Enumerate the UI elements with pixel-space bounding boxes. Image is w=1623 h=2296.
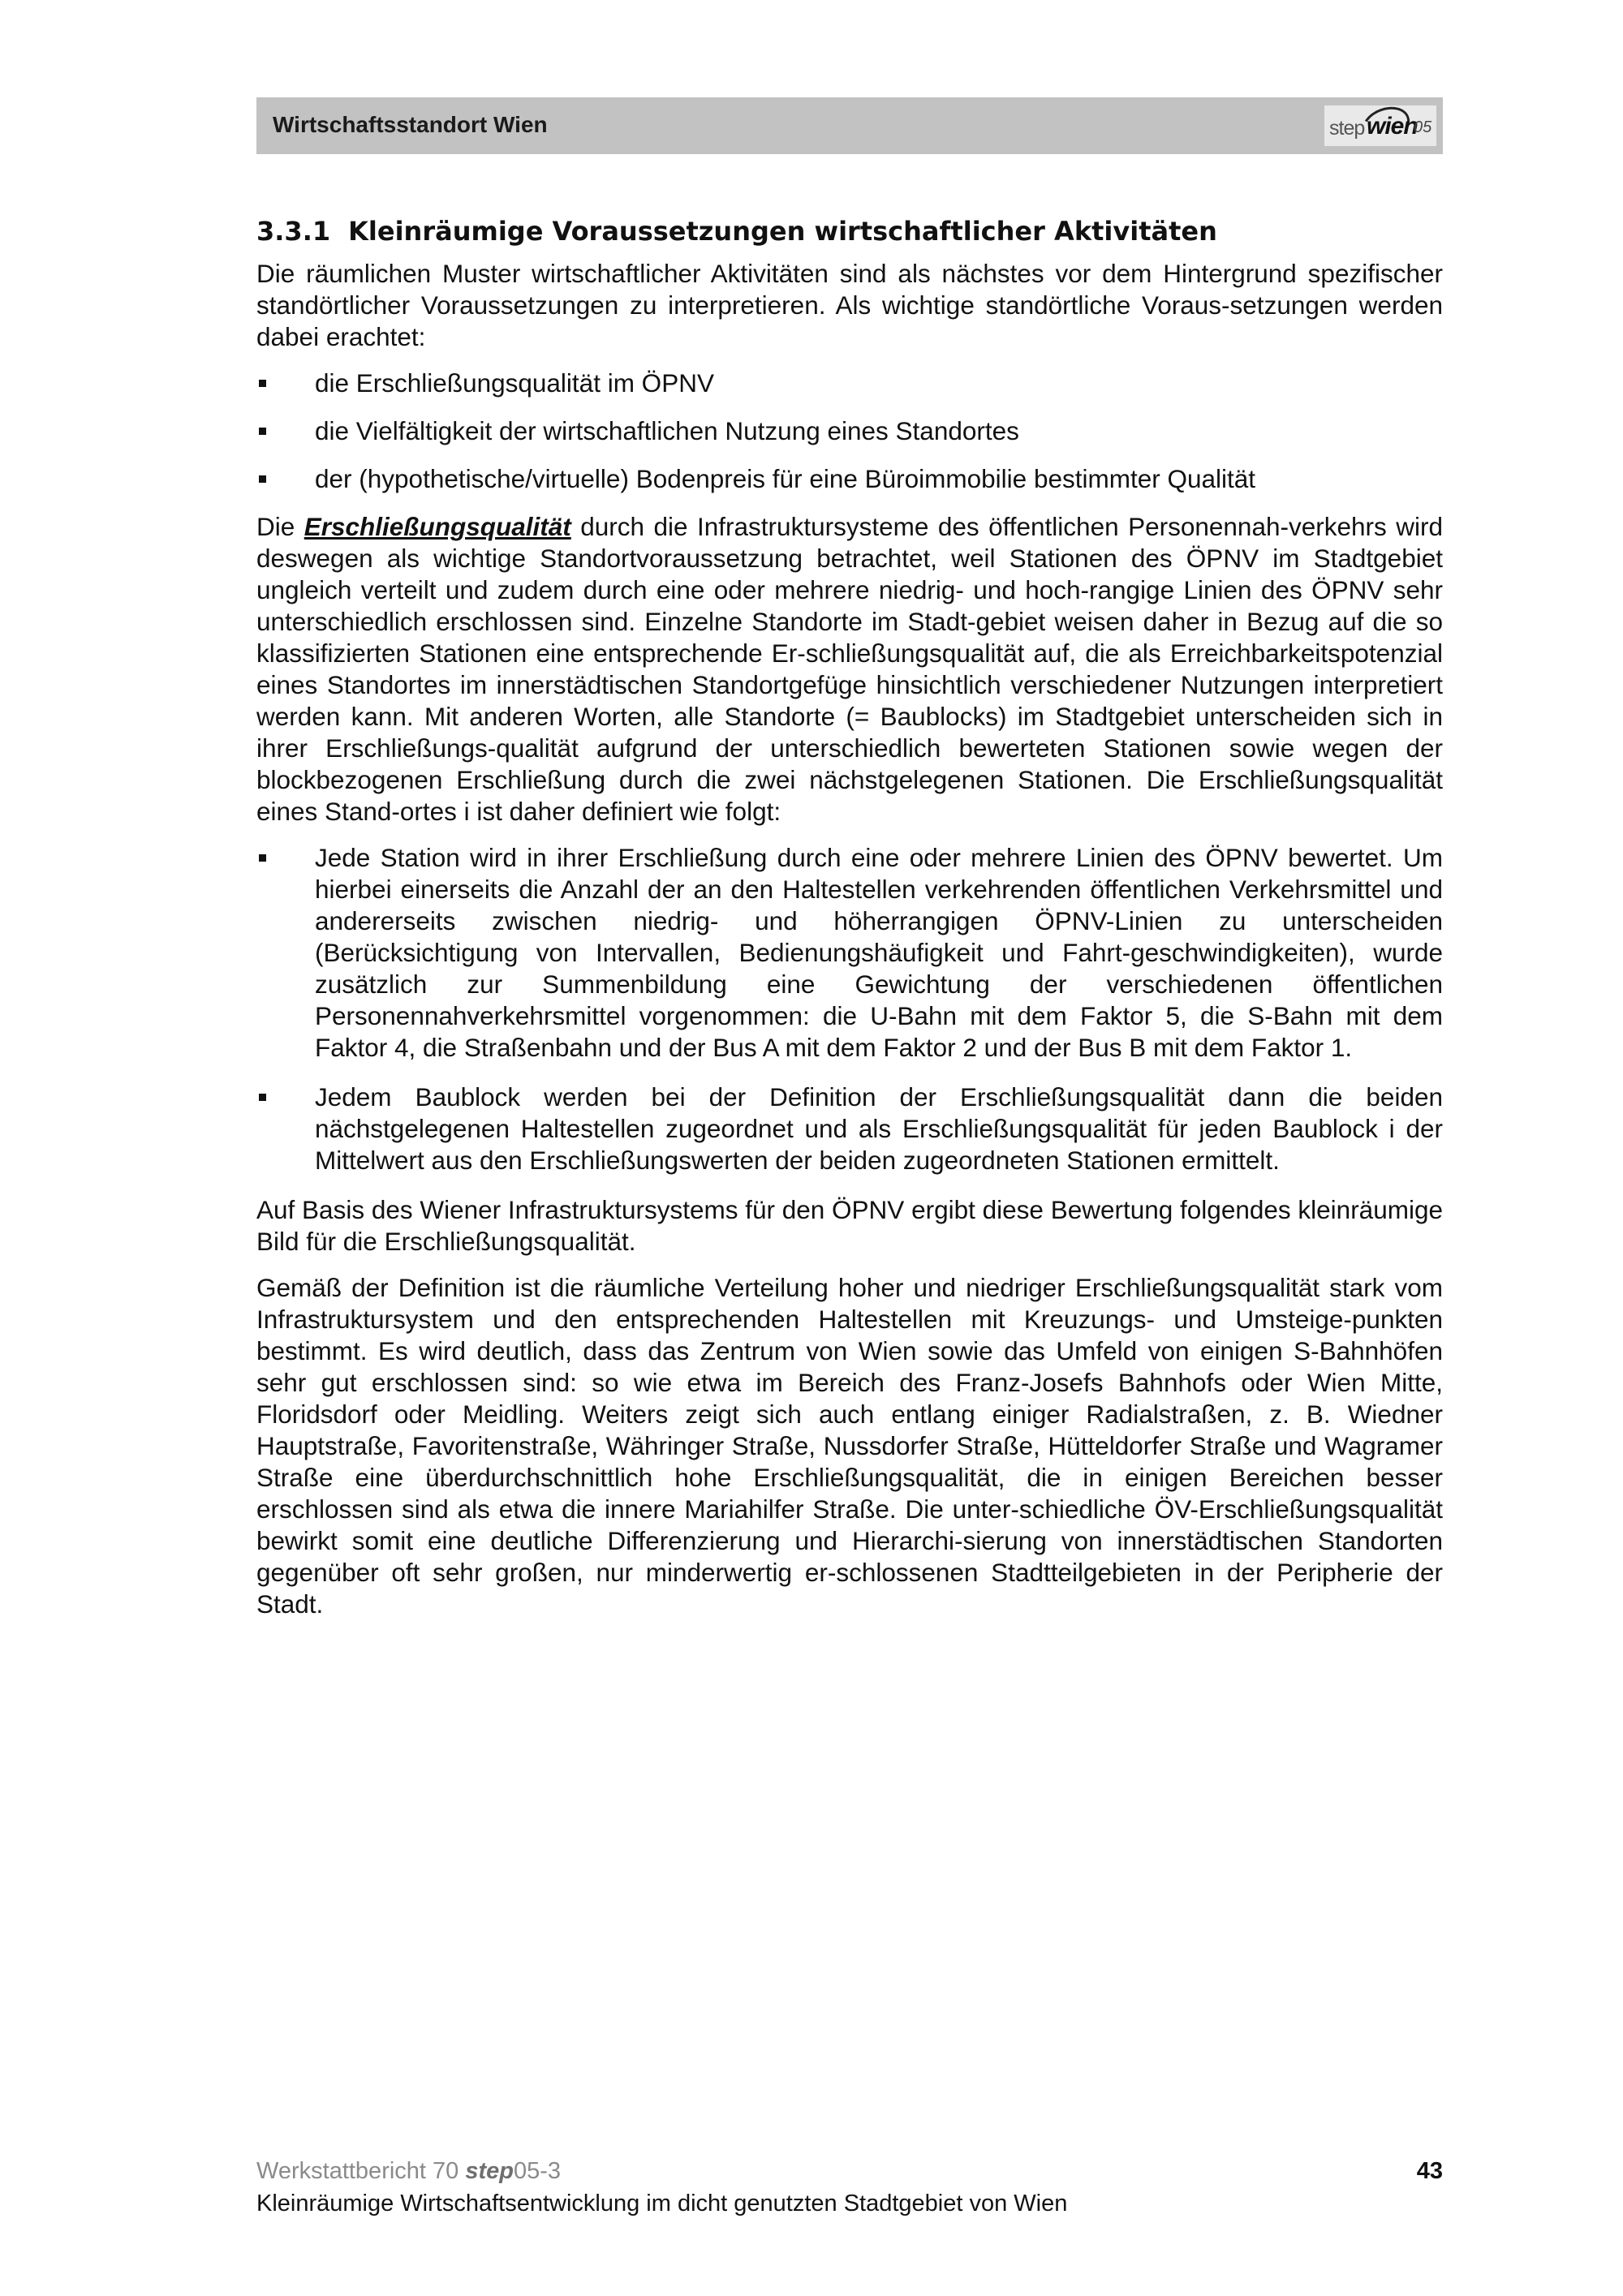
footer-report-step: step xyxy=(465,2158,514,2184)
step-wien-logo xyxy=(1324,105,1436,146)
list-item xyxy=(256,368,1443,399)
definition-list xyxy=(256,842,1443,1176)
bewertung-paragraph: Auf Basis des Wiener Infrastruktursystems für den ÖPNV ergibt diese Bewertung folgendes kleinräumige Bild für die Erschließungsqualität. xyxy=(256,1195,1443,1256)
section-heading xyxy=(256,213,1443,250)
page-number: 43 xyxy=(1416,2158,1443,2184)
bullet-square-icon xyxy=(259,1094,266,1101)
footer-report-suffix: 05-3 xyxy=(514,2158,562,2184)
footer-subtitle: Kleinräumige Wirtschaftsentwicklung im dicht genutzten Stadtgebiet von Wien xyxy=(256,2191,1068,2216)
list-item-text: Jedem Baublock werden bei der Definition der Erschließungsqualität dann die beiden nächstgelegenen Haltestellen zugeordnet und als Erschließungsqualität für jeden Baublock i der Mittelwert aus den Erschließungswerten der beiden zugeordneten Stationen ermittelt. xyxy=(315,1082,1443,1175)
list-item xyxy=(256,842,1443,1064)
verteilung-paragraph: Gemäß der Definition ist die räumliche Verteilung hoher und niedriger Erschließungsqualität stark vom Infrastruktursystem und den entsprechenden Haltestellen mit Kreuzungs- und Umsteige-punkten bestimmt. Es wird deutlich, dass das Zentrum von Wien sowie das Umfeld von einigen S-Bahnhöfen sehr gut erschlossen sind: so wie etwa im Bereich des Franz-Josefs Bahnhofs oder Wien Mitte, Floridsdorf oder Meidling. Weiters zeigt sich auch entlang einiger Radialstraßen, z. B. Wiedner Hauptstraße, Favoritenstraße, Währinger Straße, Nussdorfer Straße, Hütteldorfer Straße und Wagramer Straße eine überdurchschnittlich hohe Erschließungsqualität, die in einigen Bereichen besser erschlossen sind als etwa die innere Mariahilfer Straße. Die unter-schiedliche ÖV-Erschließungsqualität bewirkt somit eine deutliche Differenzierung und Hierarchi-sierung von innerstädtischen Standorten gegenüber oft sehr großen, nur minderwertig er-schlossenen Stadtteilgebieten in der Peripherie der Stadt. xyxy=(256,1273,1443,1619)
list-item xyxy=(256,1081,1443,1176)
main-content xyxy=(256,213,1443,1635)
intro-paragraph: Die räumlichen Muster wirtschaftlicher Aktivitäten sind als nächstes vor dem Hintergrund spezifischer standörtlicher Voraussetzungen zu interpretieren. Als wichtige standörtliche Voraus-setzungen werden dabei erachtet: xyxy=(256,259,1443,351)
list-item-text: Jede Station wird in ihrer Erschließung durch eine oder mehrere Linien des ÖPNV bewertet. Um hierbei einerseits die Anzahl der an den Haltestellen verkehrenden öffentlichen Verkehrsmittel und andererseits zwischen niedrig- und höherrangigen ÖPNV-Linien zu unterscheiden (Berücksichtigung von Intervallen, Bedienungshäufigkeit und Fahrt-geschwindigkeiten), wurde zusätzlich zur Summenbildung eine Gewichtung der verschiedenen öffentlichen Personennahverkehrsmittel vorgenommen: die U-Bahn mit dem Faktor 5, die S-Bahn mit dem Faktor 4, die Straßenbahn und der Bus A mit dem Faktor 2 und der Bus B mit dem Faktor 1. xyxy=(315,843,1443,1062)
list-item xyxy=(256,415,1443,447)
list-item-text: die Erschließungsqualität im ÖPNV xyxy=(315,368,714,398)
logo-wien-text: wien xyxy=(1367,113,1418,140)
erschliessung-paragraph xyxy=(256,511,1443,828)
section-number: 3.3.1 xyxy=(256,216,331,247)
list-item-text: die Vielfältigkeit der wirtschaftlichen Nutzung eines Standortes xyxy=(315,416,1019,445)
running-header xyxy=(256,97,1443,154)
criteria-list xyxy=(256,368,1443,495)
footer-report-line xyxy=(256,2158,1443,2191)
bullet-square-icon xyxy=(259,475,266,483)
bullet-square-icon xyxy=(259,428,266,435)
footer-report-prefix: Werkstattbericht 70 xyxy=(256,2158,466,2184)
paragraph-lead: Die xyxy=(256,512,304,541)
bullet-square-icon xyxy=(259,854,266,862)
bullet-square-icon xyxy=(259,380,266,387)
section-title: Kleinräumige Voraussetzungen wirtschaftlicher Aktivitäten xyxy=(348,216,1217,247)
list-item xyxy=(256,463,1443,495)
logo-year-text: 05 xyxy=(1414,118,1432,136)
logo-step-text: step xyxy=(1329,117,1365,140)
list-item-text: der (hypothetische/virtuelle) Bodenpreis für eine Büroimmobilie bestimmter Qualität xyxy=(315,464,1256,493)
header-title: Wirtschaftsstandort Wien xyxy=(273,112,548,137)
paragraph-rest: durch die Infrastruktursysteme des öffentlichen Personennah-verkehrs wird deswegen als wichtige Standortvoraussetzung betrachtet, weil Stationen des ÖPNV im Stadtgebiet ungleich verteilt und zudem durch eine oder mehrere niedrig- und hoch-rangige Linien des ÖPNV sehr unterschiedlich erschlossen sind. Einzelne Standorte im Stadt-gebiet weisen daher in Bezug auf die so klassifizierten Stationen eine entsprechende Er-schließungsqualität auf, die als Erreichbarkeitspotenzial eines Standortes im innerstädtischen Standortgefüge hinsichtlich verschiedener Nutzungen interpretiert werden kann. Mit anderen Worten, alle Standorte (= Baublocks) im Stadtgebiet unterscheiden sich in ihrer Erschließungs-qualität aufgrund der unterschiedlich bewerteten Stationen sowie wegen der blockbezogenen Erschließung durch die zwei nächstgelegenen Stationen. Die Erschließungsqualität eines Stand-ortes i ist daher definiert wie folgt: xyxy=(256,512,1443,826)
defined-term: Erschließungsqualität xyxy=(304,512,571,541)
